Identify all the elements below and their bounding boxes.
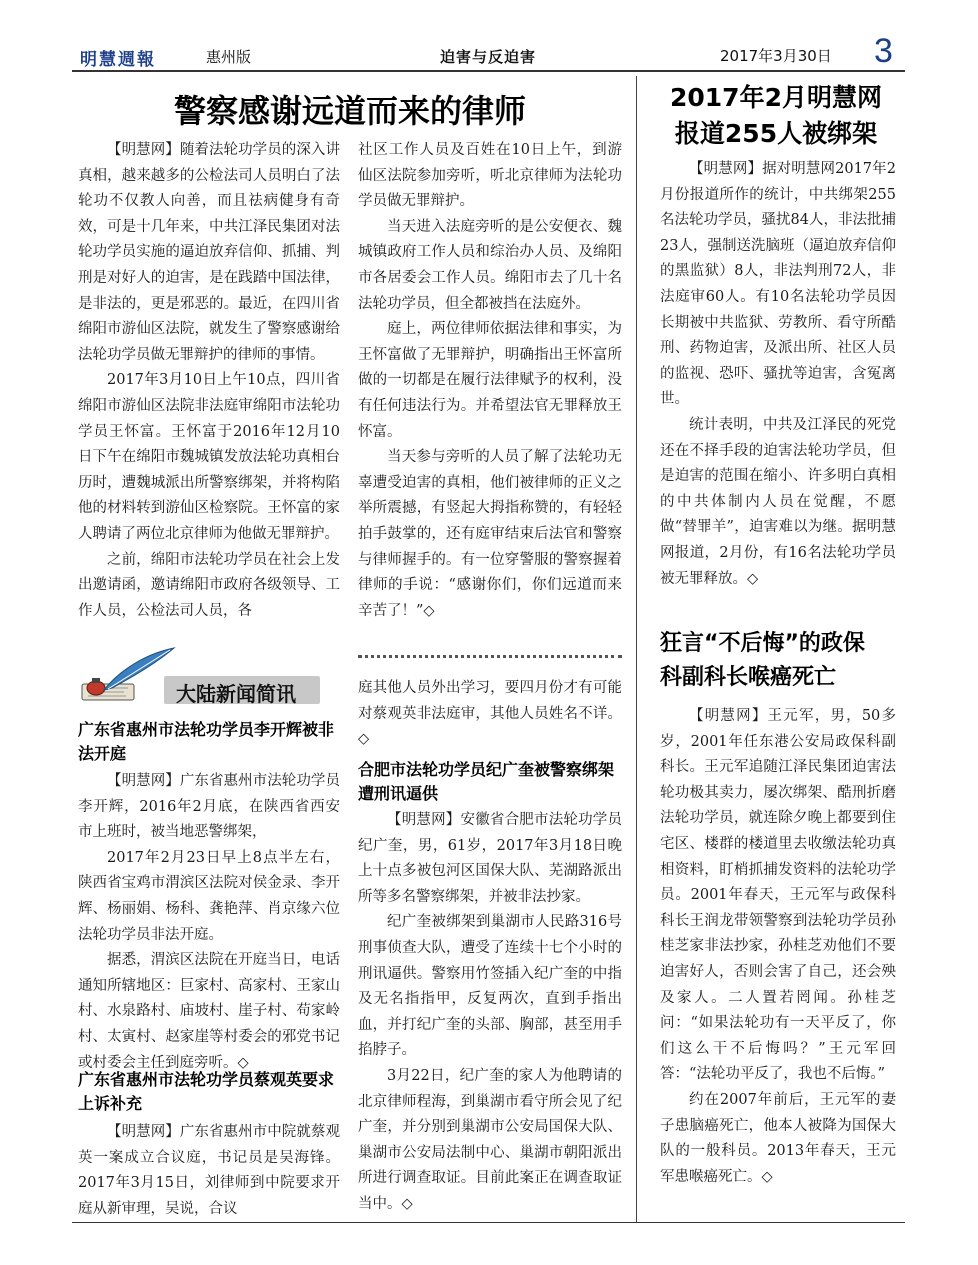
paragraph: 当天进入法庭旁听的是公安便衣、魏城镇政府工作人员和综治办人员、及绵阳市各居委会工作人员。绵阳市去了几十名法轮功学员，但全都被挡在法庭外。 (358, 218, 622, 312)
paragraph: 【明慧网】广东省惠州市法轮功学员李开辉，2016年2月底，在陕西省西安市上班时，被当地恶警绑架， (78, 773, 340, 841)
news2-headline: 广东省惠州市法轮功学员蔡观英要求上诉补充 (78, 1070, 335, 1113)
news2-continued (358, 676, 622, 753)
paragraph: 【明慧网】广东省惠州市中院就蔡观英一案成立合议庭，书记员是吴海锋。2017年3月15日，刘律师到中院要求开庭从新审理，吴说，合议 (78, 1124, 340, 1217)
news1-headline: 广东省惠州市法轮功学员李开辉被非法开庭 (78, 720, 335, 763)
paragraph: 庭上，两位律师依据法律和事实，为王怀富做了无罪辩护，明确指出王怀富所做的一切都是在履行法律赋予的权利，没有任何违法行为。并希望法官无罪释放王怀富。 (358, 321, 622, 440)
news-brief-banner (78, 644, 340, 706)
paragraph: 3月22日，纪广奎的家人为他聘请的北京律师程海，到巢湖市看守所会见了纪广奎，并分别到巢湖市公安局国保大队、巢湖市公安局法制中心、巢湖市朝阳派出所进行调查取证。目前此案正在调查取证当中。◇ (358, 1067, 622, 1212)
right-article1-headline (648, 80, 904, 152)
paragraph: 之前，绵阳市法轮功学员在社会上发出邀请函，邀请绵阳市政府各级领导、工作人员，公检法司人员，各 (78, 551, 340, 619)
paragraph: 【明慧网】据对明慧网2017年2月份报道所作的统计，中共绑架255名法轮功学员，骚扰84人，非法批捕23人，强制送洗脑班（逼迫放弃信仰的黑监狱）8人，非法判刑72人，非法庭审60人。有10名法轮功学员因长期被中共监狱、劳教所、看守所酷刑、药物迫害，及派出所、社区人员的监视、恐吓、骚扰等迫害，含冤离世。 (660, 161, 896, 408)
dotted-divider (358, 655, 622, 658)
headline-line: 报道255人被绑架 (674, 119, 878, 148)
news2-body (78, 1120, 340, 1222)
paragraph: 当天参与旁听的人员了解了法轮功无辜遭受迫害的真相，他们被律师的正义之举所震撼，有竖起大拇指称赞的，有轻轻拍手鼓掌的，还有庭审结束后法官和警察与律师握手的。有一位穿警服的警察握着律师的手说：“感谢你们，你们远道而来辛苦了！”◇ (358, 449, 622, 619)
paragraph: 【明慧网】安徽省合肥市法轮功学员纪广奎，男，61岁，2017年3月18日晚上十点多被包河区国保大队、芜湖路派出所等多名警察绑架，并被非法抄家。 (358, 812, 622, 905)
column-divider (636, 76, 637, 1222)
headline-line: 狂言“不后悔”的政保 (660, 631, 865, 656)
paragraph: 2017年2月23日早上8点半左右，陕西省宝鸡市渭滨区法院对侯金录、李开辉、杨丽娟、杨科、龚艳萍、肖京缘六位法轮功学员非法开庭。 (78, 849, 340, 943)
section-title: 迫害与反迫害 (440, 48, 537, 66)
right-article1-body (660, 157, 896, 592)
main-article-col1 (78, 138, 340, 624)
quill-and-ink-icon (78, 644, 178, 706)
right-article2-headline (660, 627, 905, 695)
banner-label: 大陆新闻简讯 (176, 682, 296, 706)
paragraph: 统计表明，中共及江泽民的死党还在不择手段的迫害法轮功学员，但是迫害的范围在缩小、许多明白真相的中共体制内人员在觉醒，不愿做“替罪羊”，迫害难以为继。据明慧网报道，2月份，有16名法轮功学员被无罪释放。◇ (660, 416, 896, 587)
header-rule (72, 70, 905, 72)
headline-line: 科副科长喉癌死亡 (660, 665, 837, 690)
edition-label: 惠州版 (206, 48, 252, 66)
paragraph: 庭其他人员外出学习，要四月份才有可能对蔡观英非法庭审，其他人员姓名不详。◇ (358, 680, 622, 748)
paragraph: 约在2007年前后，王元军的妻子患脑癌死亡，他本人被降为国保大队的一般科员。2013年春天，王元军患喉癌死亡。◇ (660, 1091, 896, 1185)
paragraph: 【明慧网】王元军，男，50多岁，2001年任东港公安局政保科副科长。王元军追随江泽民集团迫害法轮功极其卖力，屡次绑架、酷刑折磨法轮功学员，就连除夕晚上都要到住宅区、楼群的楼道里去收缴法轮功真相资料，盯梢抓捕发资料的法轮功学员。2001年春天，王元军与政保科科长王润龙带领警察到法轮功学员孙桂芝家非法抄家，孙桂芝劝他们不要迫害好人，否则会害了自己，还会殃及家人。二人置若罔闻。孙桂芝问：“如果法轮功有一天平反了，你们这么干不后悔吗？”王元军回答：“法轮功平反了，我也不后悔。” (660, 708, 896, 1083)
paragraph: 2017年3月10日上午10点，四川省绵阳市游仙区法院非法庭审绵阳市法轮功学员王怀富。王怀富于2016年12月10日下午在绵阳市魏城镇发放法轮功真相台历时，遭魏城派出所警察绑架，并将构陷他的材料转到游仙区检察院。王怀富的家人聘请了两位北京律师为他做无罪辩护。 (78, 372, 340, 542)
main-article-col2 (358, 138, 622, 624)
news3-body (358, 808, 622, 1218)
newspaper-brand: 明慧週報 (80, 50, 156, 70)
main-headline: 警察感谢远道而来的律师 (173, 92, 526, 130)
right-article2-body (660, 704, 896, 1190)
news1-body (78, 769, 340, 1076)
paragraph: 纪广奎被绑架到巢湖市人民路316号刑事侦查大队，遭受了连续十七个小时的刑讯逼供。警察用竹签插入纪广奎的中指及无名指指甲，反复两次，直到手指出血，并打纪广奎的头部、胸部，甚至用手掐脖子。 (358, 914, 622, 1059)
news3-headline: 合肥市法轮功学员纪广奎被警察绑架 遭刑讯逼供 (358, 760, 615, 803)
paragraph: 据悉，渭滨区法院在开庭当日，电话通知所辖地区：巨家村、高家村、王家山村、水泉路村、庙坡村、崖子村、苟家岭村、太寅村、赵家崖等村委会的邪党书记或村委会主任到庭旁听。◇ (78, 952, 340, 1071)
issue-date: 2017年3月30日 (720, 47, 832, 65)
page-number: 3 (874, 32, 893, 70)
paragraph: 【明慧网】随着法轮功学员的深入讲真相，越来越多的公检法司人员明白了法轮功不仅教人向善，而且祛病健身有奇效，可是十几年来，中共江泽民集团对法轮功学员实施的逼迫放弃信仰、抓捕、判刑是对好人的迫害，是在践踏中国法律，是非法的，更是邪恶的。最近，在四川省绵阳市游仙区法院，就发生了警察感谢给法轮功学员做无罪辩护的律师的事情。 (78, 142, 340, 363)
headline-line: 2017年2月明慧网 (670, 83, 882, 112)
paragraph: 社区工作人员及百姓在10日上午，到游仙区法院参加旁听，听北京律师为法轮功学员做无罪辩护。 (358, 142, 622, 210)
